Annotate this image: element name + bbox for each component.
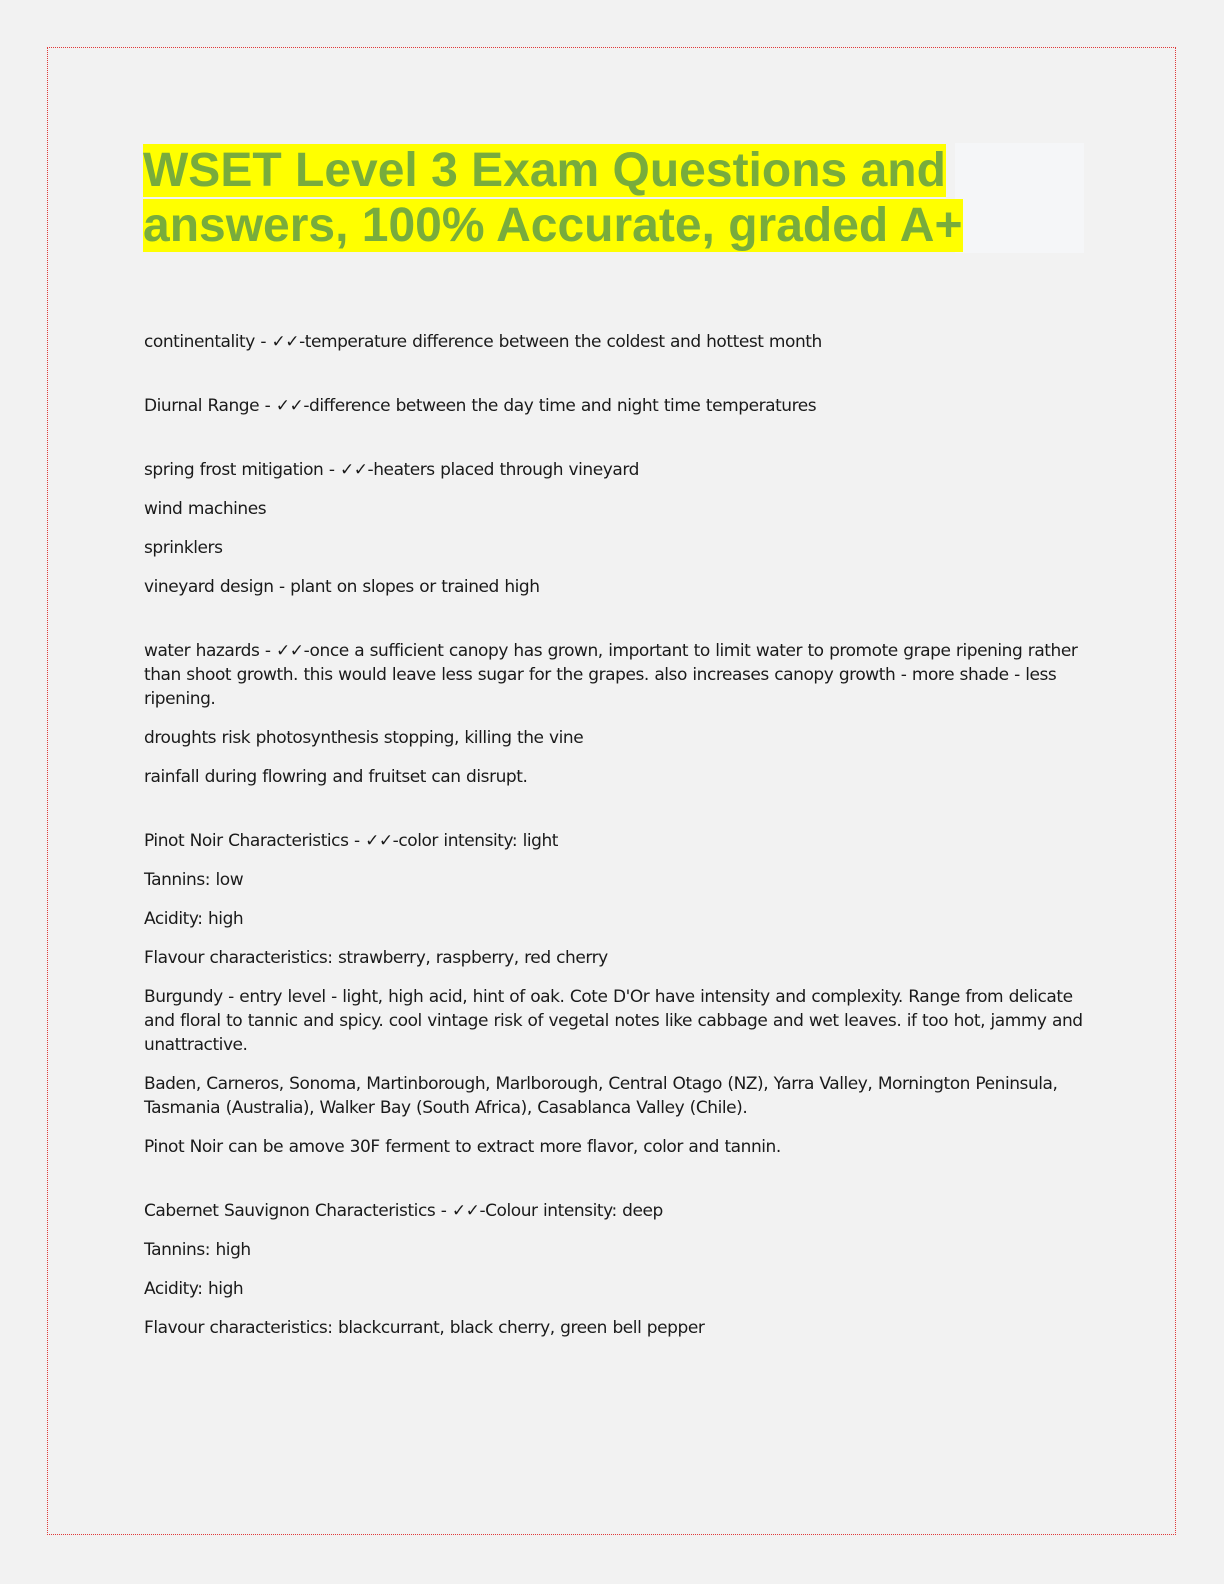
double-check-icon: ✓✓ bbox=[451, 1201, 480, 1221]
qa-answer-line: sprinklers bbox=[144, 538, 223, 558]
double-check-icon: ✓✓ bbox=[275, 396, 304, 416]
qa-term: Cabernet Sauvignon Characteristics bbox=[144, 1201, 436, 1221]
qa-answer: -color intensity: light bbox=[392, 831, 558, 851]
qa-separator: - bbox=[435, 1201, 452, 1221]
qa-answer-line: Baden, Carneros, Sonoma, Martinborough, Marlborough, Central Otago (NZ), Yarra Valley, Mornington Peninsula, Tasmania (Australia), Walker Bay (South Africa), Casablanca Valley (Chile). bbox=[144, 1074, 1058, 1118]
qa-answer-line: Pinot Noir can be amove 30F ferment to extract more flavor, color and tannin. bbox=[144, 1137, 781, 1157]
qa-answer: -Colour intensity: deep bbox=[479, 1201, 663, 1221]
qa-entry bbox=[144, 458, 1084, 599]
qa-separator: - bbox=[259, 641, 276, 661]
qa-entry bbox=[144, 829, 1084, 1159]
qa-separator: - bbox=[323, 460, 340, 480]
qa-answer-line: Tannins: low bbox=[144, 870, 244, 890]
qa-answer-line: wind machines bbox=[144, 499, 267, 519]
qa-answer: -once a sufficient canopy has grown, important to limit water to promote grape ripening rather than shoot growth. this would leave less sugar for the grapes. also increases canopy growth - more shade - less ripening. bbox=[144, 641, 1078, 709]
qa-question-line bbox=[144, 394, 1084, 418]
qa-term: Pinot Noir Characteristics bbox=[144, 831, 349, 851]
qa-answer-line: Acidity: high bbox=[144, 909, 244, 929]
qa-entry bbox=[144, 1199, 1084, 1340]
document-title bbox=[143, 143, 1084, 253]
qa-separator: - bbox=[259, 396, 276, 416]
double-check-icon: ✓✓ bbox=[365, 831, 393, 851]
title-line-1: WSET Level 3 Exam Questions and bbox=[143, 144, 946, 197]
qa-answer-line: Flavour characteristics: strawberry, raspberry, red cherry bbox=[144, 948, 608, 968]
qa-list bbox=[144, 330, 1084, 1380]
qa-answer-line: Flavour characteristics: blackcurrant, black cherry, green bell pepper bbox=[144, 1318, 705, 1338]
qa-term: water hazards bbox=[144, 641, 260, 661]
double-check-icon: ✓✓ bbox=[271, 332, 300, 352]
qa-answer: -heaters placed through vineyard bbox=[367, 460, 639, 480]
qa-question-line bbox=[144, 639, 1084, 711]
qa-answer: -difference between the day time and night time temperatures bbox=[303, 396, 817, 416]
qa-term: Diurnal Range bbox=[144, 396, 260, 416]
qa-term: spring frost mitigation bbox=[144, 460, 324, 480]
qa-answer-line: Burgundy - entry level - light, high acid, hint of oak. Cote D'Or have intensity and complexity. Range from delicate and floral to tannic and spicy. cool vintage risk of vegetal notes like cabbage and wet leaves. if too hot, jammy and unattractive. bbox=[144, 987, 1083, 1055]
qa-question-line bbox=[144, 458, 1084, 482]
qa-entry bbox=[144, 394, 1084, 418]
double-check-icon: ✓✓ bbox=[339, 460, 368, 480]
qa-question-line bbox=[144, 829, 1084, 853]
title-line-2: answers, 100% Accurate, graded A+ bbox=[143, 199, 963, 252]
qa-answer-line: Tannins: high bbox=[144, 1240, 251, 1260]
qa-entry bbox=[144, 330, 1084, 354]
qa-entry bbox=[144, 639, 1084, 789]
qa-separator: - bbox=[254, 332, 272, 352]
qa-question-line bbox=[144, 330, 1084, 354]
qa-answer: -temperature difference between the coldest and hottest month bbox=[299, 332, 822, 352]
qa-answer-line: vineyard design - plant on slopes or trained high bbox=[144, 577, 540, 597]
qa-term: continentality bbox=[144, 332, 255, 352]
qa-separator: - bbox=[348, 831, 366, 851]
double-check-icon: ✓✓ bbox=[275, 641, 304, 661]
qa-answer-line: droughts risk photosynthesis stopping, killing the vine bbox=[144, 728, 584, 748]
qa-answer-line: Acidity: high bbox=[144, 1279, 244, 1299]
title-block bbox=[143, 143, 1084, 253]
qa-question-line bbox=[144, 1199, 1084, 1223]
qa-answer-line: rainfall during flowring and fruitset can disrupt. bbox=[144, 767, 528, 787]
